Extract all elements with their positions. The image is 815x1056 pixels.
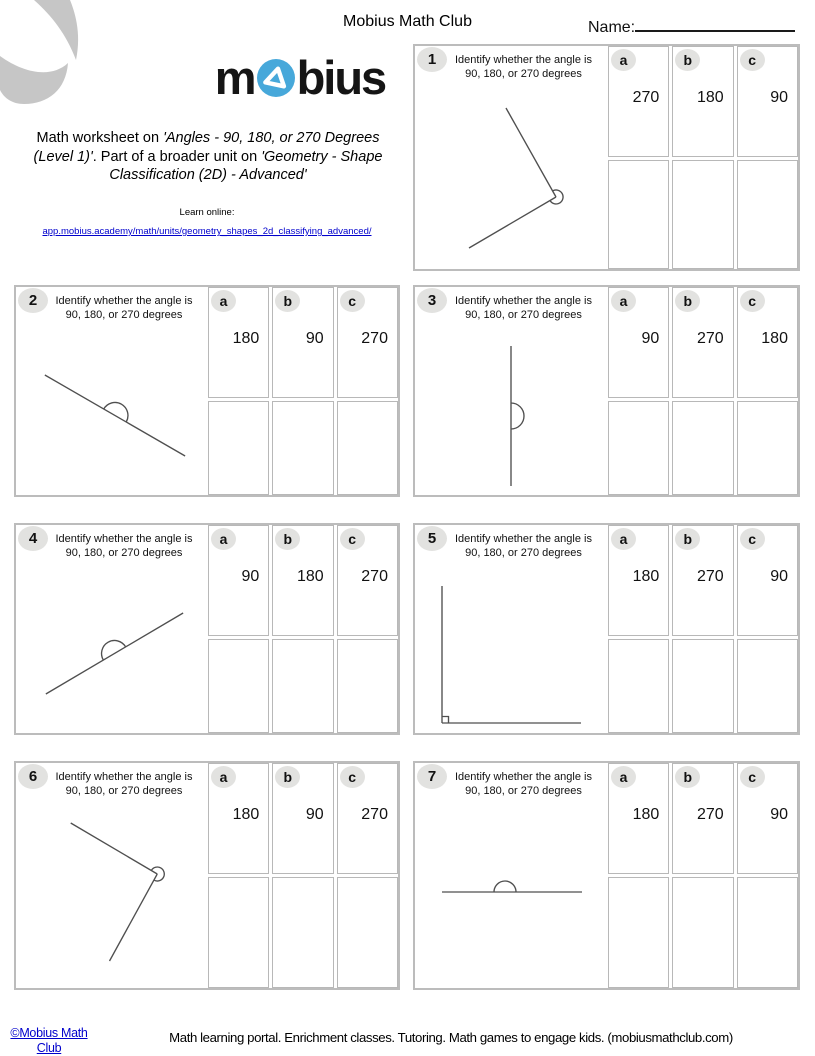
logo-text-left: m: [214, 51, 255, 104]
option-value: 270: [696, 330, 724, 347]
problem-number-badge: 5: [417, 526, 447, 551]
option-cell-a: [208, 763, 269, 874]
worksheet-description: [22, 129, 394, 185]
option-letter-badge: b: [675, 290, 700, 312]
option-letter-badge: b: [675, 528, 700, 550]
option-value: 90: [641, 330, 660, 347]
option-value: 180: [232, 330, 260, 347]
description-text: Math worksheet on: [36, 130, 164, 146]
option-value: 90: [770, 806, 788, 823]
answer-blank-cell[interactable]: [272, 639, 333, 733]
learn-online-label: Learn online:: [179, 207, 235, 218]
option-cell-c: [337, 287, 398, 398]
prompt-line2: 90, 180, or 270 degrees: [465, 309, 582, 322]
option-value: 90: [770, 568, 788, 585]
answer-blank-cell[interactable]: [208, 401, 269, 495]
description-text: . Part of a broader unit on: [92, 148, 262, 165]
unit-title: 'Angles - 90, 180, or 270 Degrees (Level 1)': [33, 130, 380, 165]
option-value: 90: [241, 568, 260, 585]
option-value: 270: [696, 568, 724, 585]
name-blank-line: [635, 13, 795, 32]
option-letter-badge: c: [340, 290, 365, 312]
prompt-line1: Identify whether the angle is: [455, 771, 592, 783]
answer-blank-cell[interactable]: [608, 401, 669, 495]
option-cell-b: [272, 763, 333, 874]
option-letter-badge: c: [740, 290, 765, 312]
prompt-line2: 90, 180, or 270 degrees: [465, 785, 582, 798]
problem-box: [14, 761, 400, 990]
answer-blank-cell[interactable]: [672, 877, 733, 988]
option-value: 180: [232, 806, 260, 823]
problem-number-badge: 7: [417, 764, 447, 789]
answer-grid: [208, 525, 398, 733]
option-cell-c: [337, 763, 398, 874]
name-field: [588, 13, 795, 37]
option-cell-a: [208, 525, 269, 636]
problem-box: [413, 285, 800, 497]
problem-prompt: [46, 294, 202, 323]
problem-box: [14, 523, 400, 735]
prompt-line2: 90, 180, or 270 degrees: [465, 547, 582, 560]
problem-pane: [16, 763, 208, 988]
option-letter-badge: c: [740, 528, 765, 550]
answer-blank-cell[interactable]: [272, 401, 333, 495]
option-letter-badge: a: [211, 290, 236, 312]
option-value: 180: [296, 568, 324, 585]
problem-pane: [415, 46, 608, 269]
broader-unit-title: 'Geometry - Shape Classification (2D) - Advanced': [109, 148, 383, 184]
option-value: 90: [305, 330, 324, 347]
option-letter-badge: a: [611, 290, 636, 312]
problem-pane: [415, 525, 608, 733]
answer-blank-cell[interactable]: [608, 160, 669, 269]
option-cell-c: [737, 763, 798, 874]
option-value: 180: [696, 89, 724, 106]
option-value: 270: [361, 806, 388, 823]
problem-pane: [16, 287, 208, 495]
answer-blank-cell[interactable]: [737, 639, 798, 733]
prompt-line2: 90, 180, or 270 degrees: [465, 68, 582, 81]
option-letter-badge: a: [211, 528, 236, 550]
answer-blank-cell[interactable]: [337, 639, 398, 733]
problem-box: [413, 523, 800, 735]
problem-box: [14, 285, 400, 497]
option-cell-a: [608, 525, 669, 636]
footer-club-link[interactable]: ©Mobius Math Club: [10, 1026, 88, 1055]
answer-grid: [608, 287, 798, 495]
problem-pane: [415, 287, 608, 495]
option-value: 270: [632, 89, 660, 106]
option-letter-badge: c: [340, 528, 365, 550]
option-value: 90: [305, 806, 324, 823]
answer-blank-cell[interactable]: [737, 160, 798, 269]
option-letter-badge: a: [611, 49, 636, 71]
answer-blank-cell[interactable]: [672, 639, 733, 733]
answer-grid: [208, 763, 398, 988]
answer-blank-cell[interactable]: [672, 160, 733, 269]
option-cell-a: [208, 287, 269, 398]
option-letter-badge: b: [675, 49, 700, 71]
answer-blank-cell[interactable]: [208, 877, 269, 988]
option-letter-badge: a: [211, 766, 236, 788]
mobius-logo: [195, 50, 405, 105]
option-cell-a: [608, 763, 669, 874]
name-label: Name:: [588, 19, 636, 36]
answer-blank-cell[interactable]: [608, 877, 669, 988]
prompt-line2: 90, 180, or 270 degrees: [65, 785, 183, 798]
problem-number-badge: 4: [18, 526, 48, 551]
problem-prompt: [46, 770, 202, 799]
option-value: 90: [770, 89, 788, 106]
option-cell-c: [337, 525, 398, 636]
option-cell-c: [737, 287, 798, 398]
mobius-o-icon: [256, 58, 296, 98]
answer-blank-cell[interactable]: [672, 401, 733, 495]
option-value: 270: [361, 568, 388, 585]
problem-number-badge: 6: [18, 764, 48, 789]
option-letter-badge: a: [611, 528, 636, 550]
option-value: 180: [632, 806, 660, 823]
option-letter-badge: c: [340, 766, 365, 788]
problem-pane: [16, 525, 208, 733]
answer-blank-cell[interactable]: [208, 639, 269, 733]
footer-tagline: Math learning portal. Enrichment classes. Tutoring. Math games to engage kids. (mobiusmathclub.com): [169, 1030, 733, 1045]
option-letter-badge: b: [275, 290, 300, 312]
option-cell-b: [672, 525, 733, 636]
problem-prompt: [445, 53, 602, 82]
option-cell-a: [608, 46, 669, 157]
prompt-line1: Identify whether the angle is: [455, 533, 592, 545]
answer-grid: [208, 287, 398, 495]
problem-number-badge: 2: [18, 288, 48, 313]
prompt-line1: Identify whether the angle is: [55, 295, 193, 307]
problem-box: [413, 761, 800, 990]
option-cell-c: [737, 525, 798, 636]
option-value: 270: [696, 806, 724, 823]
answer-blank-cell[interactable]: [337, 877, 398, 988]
answer-blank-cell[interactable]: [337, 401, 398, 495]
option-cell-b: [272, 287, 333, 398]
answer-blank-cell[interactable]: [737, 401, 798, 495]
prompt-line1: Identify whether the angle is: [455, 295, 592, 307]
prompt-line2: 90, 180, or 270 degrees: [65, 309, 183, 322]
option-cell-a: [608, 287, 669, 398]
problem-pane: [415, 763, 608, 988]
answer-grid: [608, 763, 798, 988]
option-cell-b: [672, 46, 733, 157]
problem-prompt: [445, 532, 602, 561]
problem-prompt: [445, 770, 602, 799]
option-value: 180: [761, 330, 788, 347]
learn-online-link[interactable]: app.mobius.academy/math/units/geometry_shapes_2d_classifying_advanced/: [42, 226, 372, 237]
option-letter-badge: c: [740, 766, 765, 788]
problem-number-badge: 3: [417, 288, 447, 313]
option-cell-b: [272, 525, 333, 636]
option-cell-c: [737, 46, 798, 157]
logo-text-right: bius: [296, 51, 386, 104]
option-value: 180: [632, 568, 660, 585]
prompt-line1: Identify whether the angle is: [455, 54, 592, 66]
option-value: 270: [361, 330, 388, 347]
option-letter-badge: c: [740, 49, 765, 71]
prompt-line2: 90, 180, or 270 degrees: [65, 547, 183, 560]
option-cell-b: [672, 287, 733, 398]
prompt-line1: Identify whether the angle is: [55, 533, 193, 545]
problem-number-badge: 1: [417, 47, 447, 72]
answer-grid: [608, 525, 798, 733]
option-letter-badge: a: [611, 766, 636, 788]
prompt-line1: Identify whether the angle is: [55, 771, 193, 783]
problem-prompt: [46, 532, 202, 561]
page-title: Mobius Math Club: [343, 13, 472, 30]
option-letter-badge: b: [275, 766, 300, 788]
problem-prompt: [445, 294, 602, 323]
option-letter-badge: b: [675, 766, 700, 788]
answer-blank-cell[interactable]: [737, 877, 798, 988]
answer-blank-cell[interactable]: [272, 877, 333, 988]
problem-box: [413, 44, 800, 271]
answer-grid: [608, 46, 798, 269]
answer-blank-cell[interactable]: [608, 639, 669, 733]
option-cell-b: [672, 763, 733, 874]
option-letter-badge: b: [275, 528, 300, 550]
